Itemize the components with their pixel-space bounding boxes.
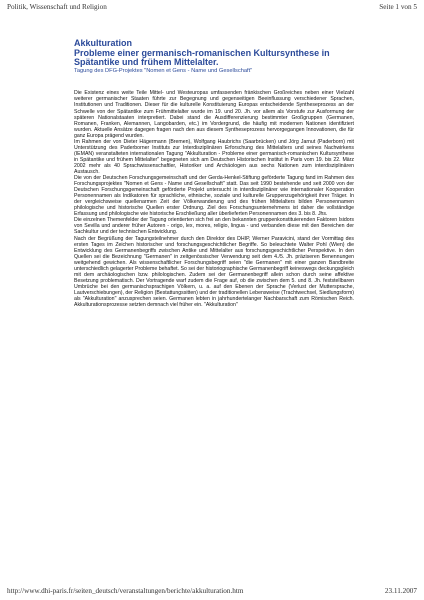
footer-date: 23.11.2007 [384,587,417,595]
article-kicker: Akkulturation [74,38,133,48]
print-footer [7,587,417,595]
paragraph: Die Existenz eines weite Teile Mittel- und Westeuropas umfassenden fränkischen Großreiches neben einer Vielzahl weiterer germanischer Staaten führte zur Begegnung und gegenseitigen Beeinflussung verschiedener Sprachen, Institutionen und Traditionen. Dieser für die kulturelle Konstituierung Europas entscheidende Syntheseprozess an der Schwelle von der Spätantike zum Frühmittelalter wurde im 19. und 20. Jh. vor allem als Vorstufe zur Ausformung der späteren Nationalstaaten interpretiert. Dabei stand die Ausdifferenzierung bestimmter Großgruppen (Germanen, Romanen, Franken, Alemannen, Langobarden, etc.) im Vordergrund, die häufig mit modernen Nationen identifiziert wurden. Aktuelle Ansätze dagegen fragen nach den aus diesem Syntheseprozess hervorgegangen Innovationen, die für ganz Europa prägend wurden. [74,90,354,139]
footer-url: http://www.dhi-paris.fr/seiten_deutsch/veranstaltungen/berichte/akkulturation.htm [7,587,244,595]
paragraph: Im Rahmen der von Dieter Hägermann (Bremen), Wolfgang Haubrichs (Saarbrücken) und Jörg Jarnut (Paderborn) mit Unterstützung des Paderborner Instituts zur Interdisziplinären Erforschung des Mittelalters und seines Nachwirkens (IEMAN) veranstalteten internationalen Tagung "Akkulturation - Probleme einer germanisch-romanischen Kultursynthese in Spätantike und frühem Mittelalter" begegneten sich am Deutschen Historischen Institut in Paris vom 19. bis 22. März 2002 mehr als 40 Sprachwissenschaftler, Historiker und Archäologen aus sechs Nationen zum interdisziplinären Austausch. [74,138,354,175]
paragraph: Die einzelnen Themenfelder der Tagung orientierten sich frei an den bekannten gruppenkonstituierenden Faktoren Isidors von Sevilla und anderer früher Autoren - origo, lex, mores, religio, lingua - und verbanden diese mit den Bereichen der Sachkultur und der technischen Entwicklung. [74,217,354,236]
article-headline: Probleme einer germanisch-romanischen Kultursynthese in Spätantike und frühem Mittelalter. [74,47,330,68]
print-header [7,3,417,11]
header-page-number: Seite 1 von 5 [379,3,417,11]
article-subtitle: Tagung des DFG-Projektes "Nomen et Gens - Name und Gesellschaft" [74,67,253,74]
article [74,39,354,308]
header-site-title: Politik, Wissenschaft und Religion [7,3,107,11]
article-title [74,39,354,68]
paragraph: Die von der Deutschen Forschungsgemeinschaft und der Gerda-Henkel-Stiftung geförderte Tagung fand im Rahmen des Forschungsprojektes "Nomen et Gens - Name und Gesellschaft" statt. Das seit 1990 bestehende und seit 2000 von der Deutschen Forschungsgemeinschaft geförderte Projekt untersucht in interdisziplinärer wie internationaler Kooperation Personennamen als Indikatoren für sprachliche, ethnische, soziale und kulturelle Gruppenzugehörigkeit ihrer Träger. In der vergleichsweise quellenarmen Zeit der Völkerwanderung und des frühen Mittelalters bilden Personennamen philologische und historische Quellen erster Ordnung. Ziel des Forschungsunternehmens ist daher die vollständige Erfassung und philologische wie historische Erschließung aller überlieferten Personennamen des 3. bis 8. Jhs. [74,175,354,218]
paragraph: Nach der Begrüßung der Tagungsteilnehmer durch den Direktor des DHIP, Werner Paravicini, stand der Vormittag des ersten Tages im Zeichen historischer und forschungsgeschichtlicher Begriffe. So beleuchtete Walter Pohl (Wien) die Entwicklung des Germanenbegriffs zwischen Antike und Mittelalter aus forschungsgeschichtlicher Perspektive. In den Quellen sei die Bezeichnung "Germanen" in zeitgenössischer Verwendung seit dem 4./5. Jh. präziseren Benennungen weitgehend gewichen. Als wissenschaftlicher Forschungsbegriff seien "die Germanen" mit einer ganzen Bandbreite unterschiedlich gelagerter Probleme behaftet. So sei der historiographische Germanenbegriff keineswegs deckungsgleich mit dem archäologischen bzw. philologischen. Zudem sei der Germanenbegriff allein schon durch seine affektive Besetzung problematisch. Der Vortragende warf zudem die Frage auf, ob die zwischen dem 5. und 8. Jh. feststellbaren Umbrüche bei den germanischsprachigen Völkern, u. a. auf den Ebenen der Sprache (Verlust der Muttersprache, Lautverschiebungen), der Religion (Bestattungssitten) und der traditionellen Lebensweise (Trachtwechsel, Siedlungsform) als "Akkulturation" anzusprechen seien. Germanen lebten in jahrhundertelanger Nachbarschaft zum Römischen Reich. Akkulturationsprozesse setzten demnach viel früher ein. "Akkulturation" [74,235,354,309]
article-body [74,90,354,308]
